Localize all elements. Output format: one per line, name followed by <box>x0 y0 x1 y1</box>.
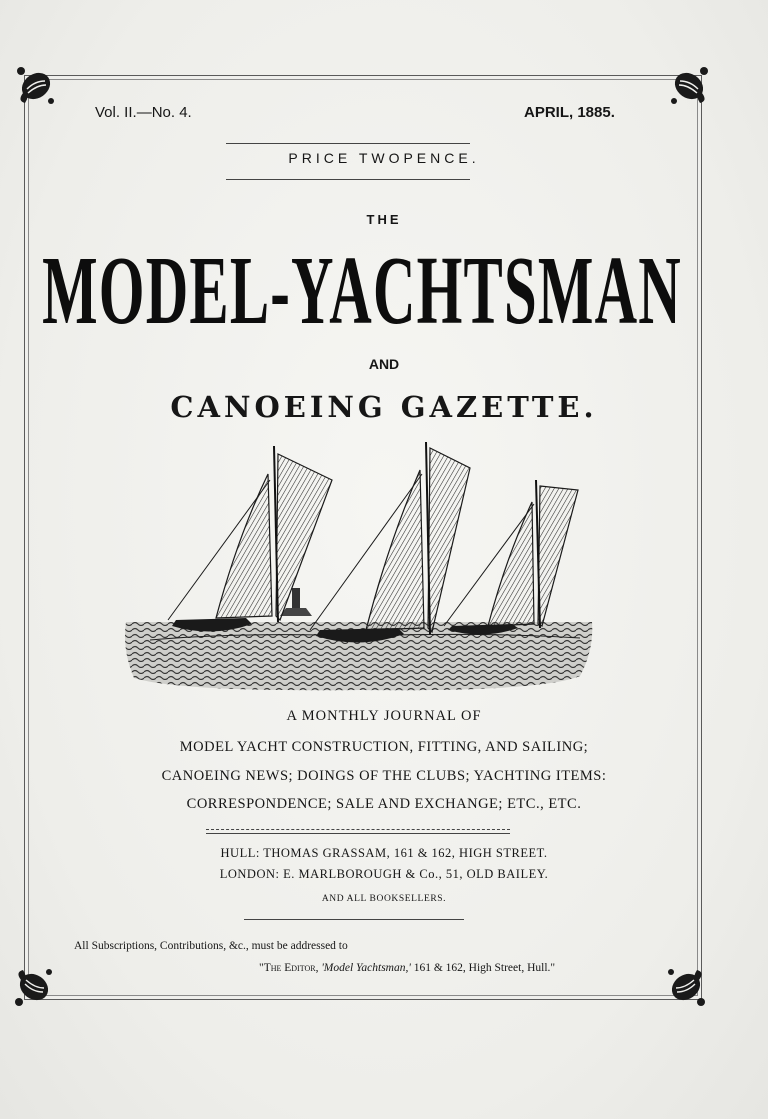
divider-rule <box>206 829 510 830</box>
editor-label: "The Editor, <box>259 962 319 974</box>
divider-rule-3 <box>244 919 464 920</box>
description-line-2: MODEL YACHT CONSTRUCTION, FITTING, AND SAILING; <box>179 739 589 755</box>
divider-rule-2 <box>206 833 510 834</box>
yacht-center <box>310 442 470 643</box>
sailing-yachts-engraving-icon <box>120 440 598 696</box>
corner-ornament-icon <box>11 964 57 1010</box>
corner-ornament-icon <box>666 63 712 109</box>
price-rule-top <box>226 143 470 144</box>
magazine-name: 'Model Yachtsman,' <box>321 962 411 974</box>
issue-date: APRIL, 1885. <box>524 104 615 121</box>
yacht-left <box>168 446 332 632</box>
volume-number: Vol. II.—No. 4. <box>95 104 192 121</box>
corner-ornament-icon <box>663 964 709 1010</box>
magazine-subtitle: CANOEING GAZETTE. <box>170 390 598 424</box>
publisher-london: LONDON: E. MARLBOROUGH & Co., 51, OLD BAILEY. <box>219 867 549 881</box>
corner-ornament-icon <box>13 63 59 109</box>
publisher-others: AND ALL BOOKSELLERS. <box>321 894 447 904</box>
description-line-4: CORRESPONDENCE; SALE AND EXCHANGE; ETC., ETC. <box>186 796 582 812</box>
title-conjunction: AND <box>368 356 400 372</box>
description-line-1: A MONTHLY JOURNAL OF <box>286 708 482 724</box>
title-block <box>42 237 682 345</box>
magazine-title: MODEL-YACHTSMAN <box>42 237 682 345</box>
title-article: THE <box>366 212 402 227</box>
editor-address <box>259 962 555 974</box>
subscription-note: All Subscriptions, Contributions, &c., must be addressed to <box>74 940 348 952</box>
street-address: 161 & 162, High Street, Hull." <box>413 962 556 974</box>
price-rule-bottom <box>226 179 470 180</box>
description-line-3: CANOEING NEWS; DOINGS OF THE CLUBS; YACHTING ITEMS: <box>161 768 607 784</box>
yacht-right <box>444 480 578 635</box>
publisher-hull: HULL: THOMAS GRASSAM, 161 & 162, HIGH STREET. <box>220 846 548 860</box>
price: PRICE TWOPENCE. <box>288 150 480 166</box>
